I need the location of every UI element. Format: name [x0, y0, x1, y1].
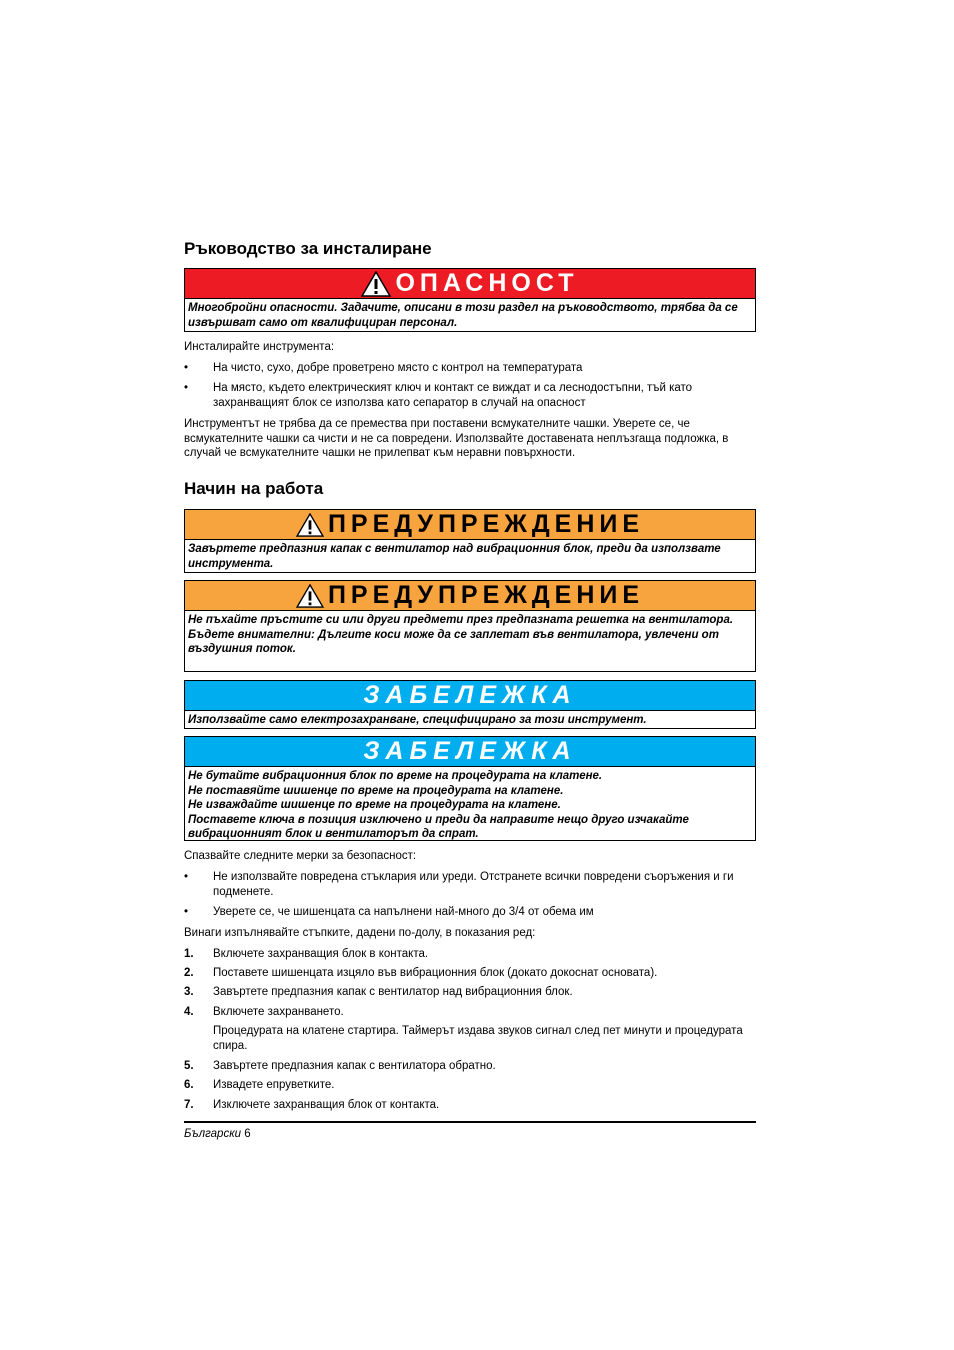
heading-operation: Начин на работа — [184, 479, 324, 498]
step-item: 2. Поставете шишенцата изцяло във вибрационния блок (докато докоснат основата). — [184, 967, 658, 979]
step-item: 4. Включете захранването. — [184, 1006, 344, 1018]
step-note: Процедурата на клатене стартира. Таймерът издава звуков сигнал след пет минути и процедурата спира. — [213, 1025, 743, 1052]
notice-header — [185, 681, 755, 711]
heading-installation: Ръководство за инсталиране — [184, 239, 432, 258]
danger-header — [185, 269, 755, 299]
safety-bullet: • Уверете се, че шишенцата са напълнени най-много до 3/4 от обема им — [184, 906, 594, 918]
warning-header — [185, 510, 755, 540]
notice-text: Използвайте само електрозахранване, специфицирано за този инструмент. — [188, 714, 647, 726]
warning-text — [185, 611, 755, 660]
install-bullet: • На място, където електрическият ключ и контакт се виждат и са леснодостъпни, тъй като захранващият блок се използва като сепаратор в случай на опасност — [184, 382, 693, 409]
install-intro: Инсталирайте инструмента: — [184, 341, 335, 353]
page-footer — [184, 1128, 251, 1140]
install-bullet: • На чисто, сухо, добре проветрено място с контрол на температурата — [184, 362, 583, 374]
step-item: 3. Завъртете предпазния капак с вентилатор над вибрационния блок. — [184, 986, 573, 998]
footer-language: Български — [184, 1128, 242, 1140]
step-item: 5. Завъртете предпазния капак с вентилатора обратно. — [184, 1060, 496, 1072]
warning-label: ПРЕДУПРЕЖДЕНИЕ — [327, 581, 645, 609]
notice-line: Поставете ключа в позиция изключено и преди да направите нещо друго изчакайте вибрационният блок и вентилаторът да спрат. — [188, 813, 689, 840]
danger-label: ОПАСНОСТ — [395, 269, 579, 297]
danger-text: Многобройни опасности. Задачите, описани в този раздел на ръководството, трябва да се извършват само от квалифициран персонал. — [188, 302, 738, 329]
danger-box — [184, 268, 756, 332]
warning-line: Бъдете внимателни: Дългите коси може да се заплетат във вентилатора, увлечени от въздушния поток. — [188, 628, 719, 655]
warning-header — [185, 581, 755, 611]
safety-intro: Спазвайте следните мерки за безопасност: — [184, 850, 417, 862]
warning-triangle-icon — [361, 271, 391, 297]
warning-triangle-icon — [296, 513, 324, 537]
warning-line: Не пъхайте пръстите си или други предмети през предпазната решетка на вентилатора. — [188, 614, 734, 626]
notice-line: Не бутайте вибрационния блок по време на процедурата на клатене. — [188, 770, 603, 782]
notice-line: Не изваждайте шишенце по време на процедурата на клатене. — [188, 799, 561, 811]
step-item: 6. Извадете епруветките. — [184, 1079, 335, 1091]
notice-box-1 — [184, 680, 756, 729]
warning-box-2 — [184, 580, 756, 672]
notice-header — [185, 737, 755, 767]
install-paragraph: Инструментът не трябва да се премества при поставени всмукателните чашки. Уверете се, че всмукателните чашки са чисти и не са повредени. Използвайте доставената неплъзгаща подложка, в случай че всмукателните чашки не прилепват към неравни повърхности. — [184, 418, 729, 460]
warning-text: Завъртете предпазния капак с вентилатор над вибрационния блок, преди да използвате инструмента. — [188, 543, 721, 570]
warning-triangle-icon — [296, 584, 324, 608]
notice-line: Не поставяйте шишенце по време на процедурата на клатене. — [188, 784, 564, 797]
footer-divider — [184, 1121, 756, 1123]
notice-label: ЗАБЕЛЕЖКА — [363, 681, 577, 709]
safety-bullet: • Не използвайте повредена стъклария или уреди. Отстранете всички повредени съоръжения и ги подменете. — [184, 871, 734, 898]
step-item: 1. Включете захранващия блок в контакта. — [184, 948, 429, 960]
footer-page-number: 6 — [244, 1128, 251, 1140]
notice-text — [185, 767, 755, 845]
warning-box-1 — [184, 509, 756, 573]
steps-intro: Винаги изпълнявайте стъпките, дадени по-долу, в показания ред: — [184, 927, 536, 939]
notice-box-2 — [184, 736, 756, 841]
notice-label: ЗАБЕЛЕЖКА — [363, 737, 577, 765]
warning-label: ПРЕДУПРЕЖДЕНИЕ — [327, 510, 645, 538]
step-item: 7. Изключете захранващия блок от контакта. — [184, 1099, 440, 1111]
